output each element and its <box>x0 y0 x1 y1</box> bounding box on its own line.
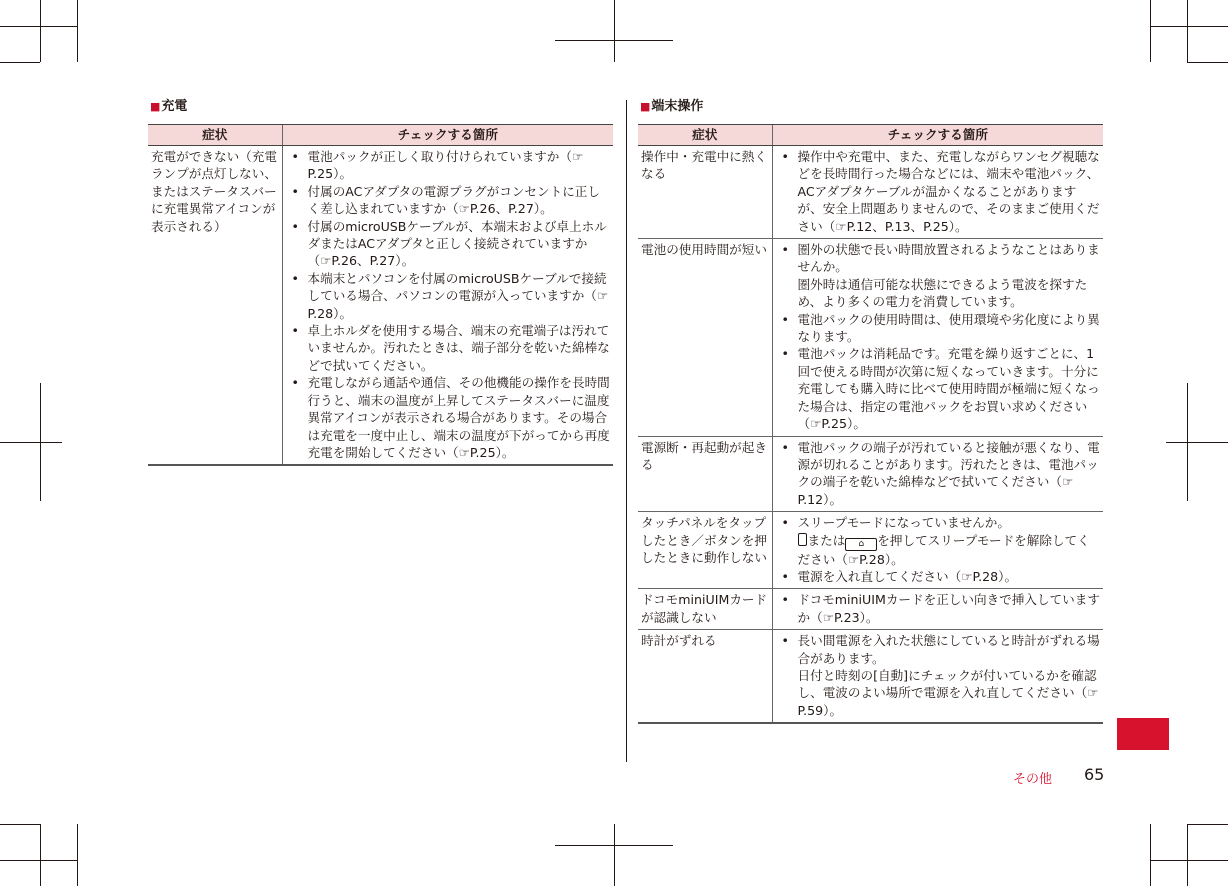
check-item: • 付属のACアダプタの電源プラグがコンセントに正しく差し込まれていますか（☞P.26、P.27）。 <box>286 183 611 218</box>
check-item: • 電池パックは消耗品です。充電を繰り返すごとに、1回で使える時間が次第に短くなっていきます。十分に充電しても購入時に比べて使用時間が極端に短くなった場合は、指定の電池パックをお買い求めください（☞P.25）。 <box>776 345 1101 432</box>
check-item: • 電池パックの使用時間は、使用環境や劣化度により異なります。 <box>776 311 1101 346</box>
crop-mark <box>614 0 615 62</box>
symptom-cell: 操作中・充電中に熱くなる <box>638 146 772 239</box>
table-row <box>148 146 613 466</box>
power-key-icon <box>798 533 807 546</box>
checks-cell <box>772 512 1103 589</box>
crop-mark <box>77 824 78 886</box>
check-item: • 電池パックの端子が汚れていると接触が悪くなり、電源が切れることがあります。汚れたときは、電池パックの端子を乾いた綿棒などで拭いてください（☞P.12）。 <box>776 439 1101 509</box>
checks-cell <box>772 239 1103 436</box>
crop-mark <box>1187 824 1228 825</box>
column-divider <box>626 100 627 762</box>
checks-cell <box>772 146 1103 239</box>
check-item: • 操作中や充電中、また、充電しながらワンセグ視聴などを長時間行った場合などには、端末や電池パック、ACアダプタケーブルが温かくなることがありますが、安全上問題ありませんので、そのままご使用ください（☞P.12、P.13、P.25）。 <box>776 148 1101 235</box>
check-item: • 電源を入れ直してください（☞P.28）。 <box>776 568 1101 585</box>
crop-mark <box>0 62 40 63</box>
check-text: スリープモードになっていませんか。 <box>797 515 1010 531</box>
section-title-text: 端末操作 <box>651 99 704 114</box>
crop-mark <box>0 442 62 443</box>
symptom-cell: 充電ができない（充電ランプが点灯しない、またはステータスバーに充電異常アイコンが表示される） <box>148 146 282 466</box>
crop-mark <box>0 26 77 27</box>
crop-mark <box>1187 824 1188 886</box>
header-symptom: 症状 <box>148 125 282 146</box>
check-item <box>776 514 1101 568</box>
symptom-cell: ドコモminiUIMカードが認識しない <box>638 589 772 630</box>
section-title-charging <box>150 99 187 115</box>
check-text: 長い間電源を入れた状態にしていると時計がずれる場合があります。 <box>797 633 1100 666</box>
crop-mark <box>40 0 41 62</box>
crop-mark <box>0 860 77 861</box>
crop-mark <box>1187 0 1188 62</box>
header-symptom: 症状 <box>638 125 772 146</box>
crop-mark <box>1150 26 1228 27</box>
checks-cell <box>772 436 1103 512</box>
device-operation-table <box>638 124 1103 724</box>
table-row <box>638 589 1103 630</box>
check-item <box>776 241 1101 311</box>
header-checks: チェックする箇所 <box>772 125 1103 146</box>
header-checks: チェックする箇所 <box>282 125 613 146</box>
crop-mark <box>1150 0 1151 62</box>
table-header-row <box>638 125 1103 146</box>
crop-mark <box>1187 62 1228 63</box>
symptom-cell: 電源断・再起動が起きる <box>638 436 772 512</box>
symptom-cell: タッチパネルをタップしたとき／ボタンを押したときに動作しない <box>638 512 772 589</box>
symptom-cell: 時計がずれる <box>638 630 772 724</box>
symptom-cell: 電池の使用時間が短い <box>638 239 772 436</box>
page-number: 65 <box>1084 765 1105 784</box>
table-row <box>638 239 1103 436</box>
check-item <box>776 632 1101 719</box>
crop-mark <box>1150 860 1228 861</box>
square-icon: ■ <box>150 100 161 113</box>
home-key-icon: ⌂ <box>845 538 877 551</box>
checks-cell <box>772 630 1103 724</box>
check-item: • 付属のmicroUSBケーブルが、本端末および卓上ホルダまたはACアダプタと正しく接続されていますか（☞P.26、P.27）。 <box>286 218 611 270</box>
crop-mark <box>40 824 41 886</box>
checks-cell <box>772 589 1103 630</box>
check-note: 圏外時は通信可能な状態にできるよう電波を探すため、より多くの電力を消費しています。 <box>797 276 1088 310</box>
section-title-text: 充電 <box>161 99 188 114</box>
table-row <box>638 512 1103 589</box>
check-note: 日付と時刻の[自動]にチェックが付いているかを確認し、電波のよい場所で電源を入れ直してください（☞P.59）。 <box>797 667 1099 718</box>
crop-mark <box>1150 824 1151 886</box>
crop-mark <box>614 824 615 886</box>
check-item: • 卓上ホルダを使用する場合、端末の充電端子は汚れていませんか。汚れたときは、端子部分を乾いた綿棒などで拭いてください。 <box>286 322 611 374</box>
table-row <box>638 146 1103 239</box>
check-note <box>798 532 1101 568</box>
crop-mark <box>77 0 78 62</box>
table-header-row <box>148 125 613 146</box>
footer-section-label: その他 <box>1013 772 1053 787</box>
note-post: を押してスリープモードを解除してください（☞P.28）。 <box>797 532 1090 567</box>
check-item: • 本端末とパソコンを付属のmicroUSBケーブルで接続している場合、パソコンの電源が入っていますか（☞P.28）。 <box>286 270 611 322</box>
note-pre: または <box>807 532 846 548</box>
table-row <box>638 436 1103 512</box>
square-icon: ■ <box>640 100 651 113</box>
check-item: • ドコモminiUIMカードを正しい向きで挿入していますか（☞P.23）。 <box>776 591 1101 626</box>
section-title-device-operation <box>640 99 703 115</box>
check-text: 圏外の状態で長い時間放置されるようなことはありませんか。 <box>797 242 1100 275</box>
table-row <box>638 630 1103 724</box>
charging-table <box>148 124 613 466</box>
crop-mark <box>1166 442 1228 443</box>
crop-mark <box>0 824 40 825</box>
checks-cell <box>282 146 613 466</box>
check-item: • 電池パックが正しく取り付けられていますか（☞P.25）。 <box>286 148 611 183</box>
chapter-tab <box>1117 718 1169 750</box>
check-item: • 充電しながら通話や通信、その他機能の操作を長時間行うと、端末の温度が上昇してステータスバーに温度異常アイコンが表示される場合があります。その場合は充電を一度中止し、端末の温度が下がってから再度充電を開始してください（☞P.25）。 <box>286 374 611 461</box>
